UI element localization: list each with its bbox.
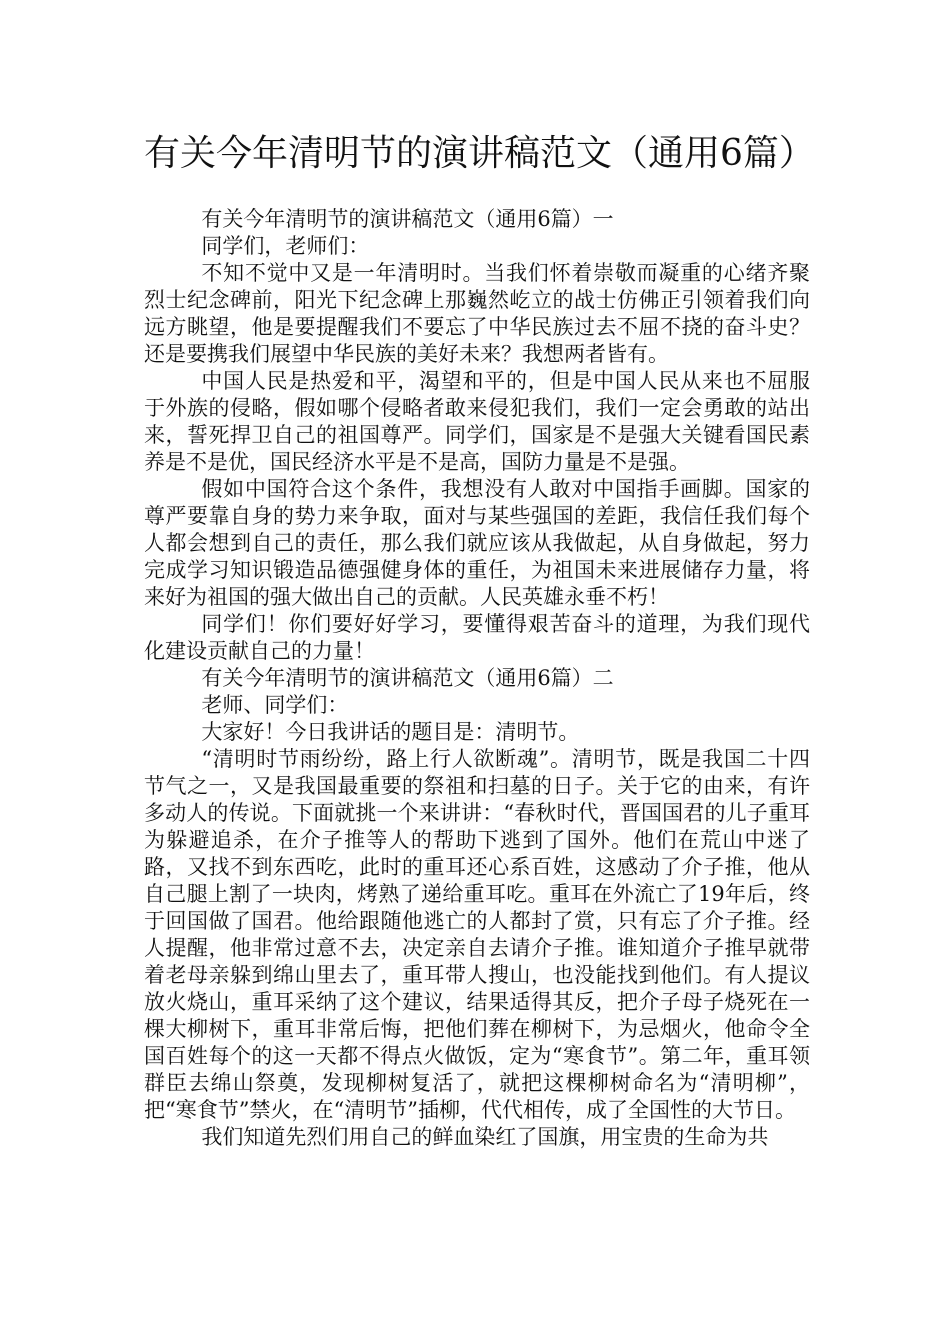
salutation-1: 同学们，老师们： xyxy=(201,234,370,258)
paragraph: 不知不觉中又是一年清明时。当我们怀着崇敬而凝重的心绪齐聚烈士纪念碑前，阳光下纪念碑上那巍然屹立的战士仿佛正引领着我们向远方眺望，他是要提醒我们不要忘了中华民族过去不屈不挠的奋斗史？还是要携我们展望中华民族的美好未来？我想两者皆有。 xyxy=(144,261,810,366)
document-body xyxy=(144,206,810,1151)
paragraph: 大家好！今日我讲话的题目是：清明节。 xyxy=(201,720,580,744)
document-title: 有关今年清明节的演讲稿范文（通用6篇） xyxy=(144,133,815,174)
paragraph: 中国人民是热爱和平，渴望和平的，但是中国人民从来也不屈服于外族的侵略，假如哪个侵略者敢来侵犯我们，我们一定会勇敢的站出来，誓死捍卫自己的祖国尊严。同学们，国家是不是强大关键看国民素养是不是优，国民经济水平是不是高，国防力量是不是强。 xyxy=(144,369,810,474)
document-page xyxy=(144,0,815,1344)
section-heading-2: 有关今年清明节的演讲稿范文（通用6篇）二 xyxy=(201,666,614,690)
section-heading-1: 有关今年清明节的演讲稿范文（通用6篇）一 xyxy=(201,207,614,231)
paragraph: 我们知道先烈们用自己的鲜血染红了国旗，用宝贵的生命为共 xyxy=(201,1125,769,1149)
paragraph: 假如中国符合这个条件，我想没有人敢对中国指手画脚。国家的尊严要靠自身的势力来争取，面对与某些强国的差距，我信任我们每个人都会想到自己的责任，那么我们就应该从我做起，从自身做起，努力完成学习知识锻造品德强健身体的重任，为祖国未来进展储存力量，将来好为祖国的强大做出自己的贡献。人民英雄永垂不朽！ xyxy=(144,477,810,609)
salutation-2: 老师、同学们： xyxy=(201,693,349,717)
paragraph: 同学们！你们要好好学习，要懂得艰苦奋斗的道理，为我们现代化建设贡献自己的力量！ xyxy=(144,612,810,663)
paragraph: “清明时节雨纷纷，路上行人欲断魂”。清明节，既是我国二十四节气之一，又是我国最重要的祭祖和扫墓的日子。关于它的由来，有许多动人的传说。下面就挑一个来讲讲：“春秋时代，晋国国君的儿子重耳为躲避追杀，在介子推等人的帮助下逃到了国外。他们在荒山中迷了路，又找不到东西吃，此时的重耳还心系百姓，这感动了介子推，他从自己腿上割了一块肉，烤熟了递给重耳吃。重耳在外流亡了19年后，终于回国做了国君。他给跟随他逃亡的人都封了赏，只有忘了介子推。经人提醒，他非常过意不去，决定亲自去请介子推。谁知道介子推早就带着老母亲躲到绵山里去了，重耳带人搜山，也没能找到他们。有人提议放火烧山，重耳采纳了这个建议，结果适得其反，把介子母子烧死在一棵大柳树下，重耳非常后悔，把他们葬在柳树下，为忌烟火，他命令全国百姓每个的这一天都不得点火做饭，定为“寒食节”。第二年，重耳领群臣去绵山祭奠，发现柳树复活了，就把这棵柳树命名为“清明柳”，把“寒食节”禁火，在“清明节”插柳，代代相传，成了全国性的大节日。 xyxy=(144,747,810,1122)
